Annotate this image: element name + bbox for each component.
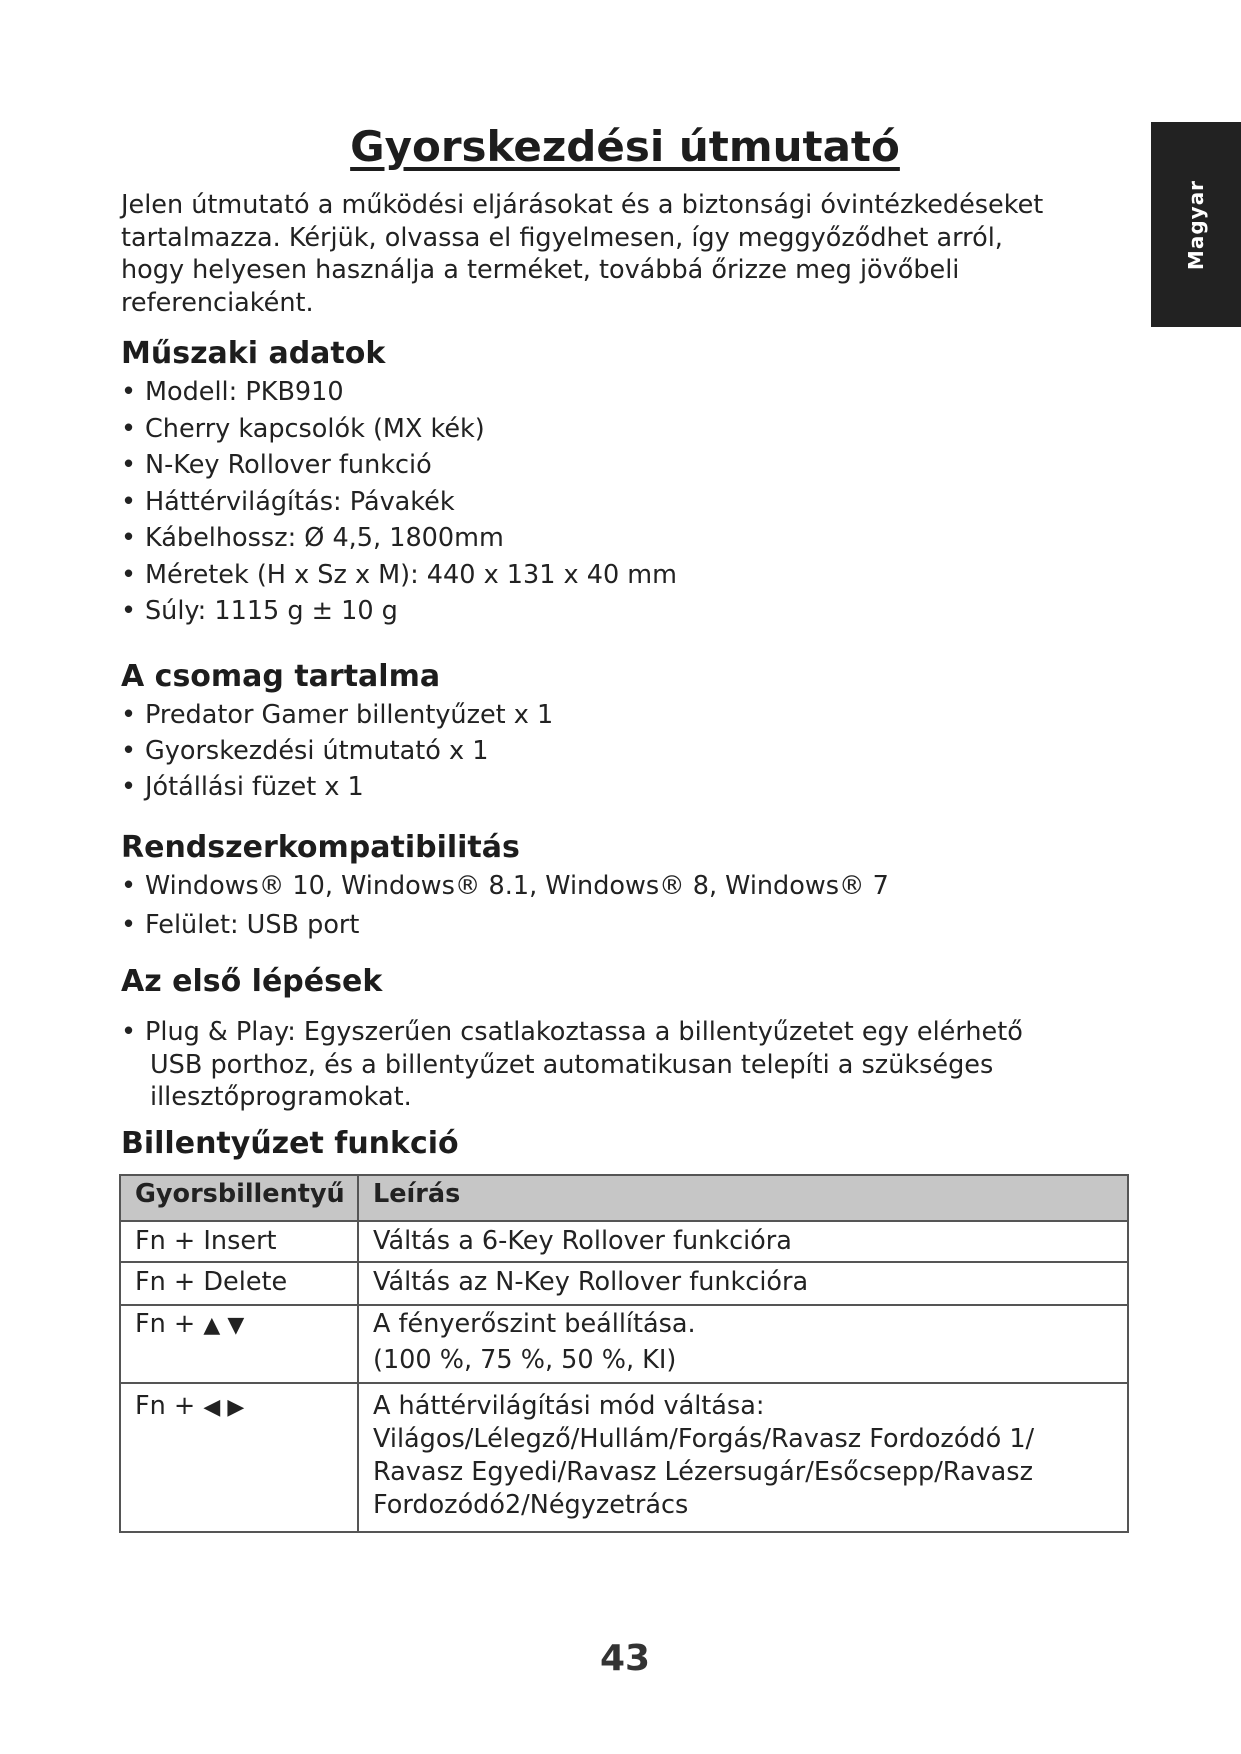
list-item: • Cherry kapcsolók (MX kék) [121, 413, 485, 444]
table-header-row [120, 1175, 1128, 1221]
table-row [120, 1221, 1128, 1262]
intro-line: tartalmazza. Kérjük, olvassa el figyelmesen, így meggyőződhet arról, [121, 222, 1003, 253]
list-item: • Gyorskezdési útmutató x 1 [121, 736, 489, 766]
first-steps-item: • Plug & Play: Egyszerűen csatlakoztassa a billentyűzetet egy elérhető USB porthoz, és a billentyűzet automatikusan telepíti a szükséges illesztőprogramokat. [121, 1016, 1121, 1114]
description-cell: Váltás az N-Key Rollover funkcióra [358, 1262, 1128, 1305]
page-number: 43 [599, 1638, 651, 1679]
compat-list [121, 867, 889, 945]
specs-list [121, 374, 677, 630]
hotkey-column-header: Gyorsbillentyű [120, 1175, 358, 1221]
page-title: Gyorskezdési útmutató [350, 122, 900, 171]
specs-heading: Műszaki adatok [121, 336, 386, 371]
hotkey-cell: Fn + ▲ ▼ [120, 1305, 358, 1383]
step-line: illesztőprogramokat. [150, 1082, 412, 1112]
list-item: • Jótállási füzet x 1 [121, 772, 364, 802]
description-column-header: Leírás [358, 1175, 1128, 1221]
left-right-arrow-icon: ◀ ▶ [203, 1395, 245, 1420]
keyboard-heading: Billentyűzet funkció [121, 1126, 459, 1161]
package-list [121, 697, 553, 805]
list-item: • Méretek (H x Sz x M): 440 x 131 x 40 mm [121, 559, 677, 590]
package-heading: A csomag tartalma [121, 659, 441, 694]
list-item: • Windows® 10, Windows® 8.1, Windows® 8, Windows® 7 [121, 871, 889, 901]
description-cell: A fényerőszint beállítása. (100 %, 75 %, 50 %, KI) [358, 1305, 1128, 1383]
language-label: Magyar [1184, 179, 1208, 270]
list-item: • Predator Gamer billentyűzet x 1 [121, 700, 554, 730]
list-item: • Súly: 1115 g ± 10 g [121, 596, 398, 626]
hotkey-table [119, 1174, 1129, 1533]
intro-line: Jelen útmutató a működési eljárásokat és a biztonsági óvintézkedéseket [121, 190, 1044, 220]
step-line: Plug & Play: Egyszerűen csatlakoztassa a billentyűzetet egy elérhető [145, 1017, 1023, 1047]
compat-heading: Rendszerkompatibilitás [121, 830, 520, 865]
hotkey-cell: Fn + Insert [120, 1221, 358, 1262]
intro-paragraph [121, 189, 1121, 319]
hotkey-cell: Fn + ◀ ▶ [120, 1383, 358, 1532]
first-steps-heading: Az első lépések [121, 964, 383, 999]
table-row [120, 1305, 1128, 1383]
hotkey-cell: Fn + Delete [120, 1262, 358, 1305]
table-row [120, 1383, 1128, 1532]
intro-line: referenciaként. [121, 287, 314, 318]
up-down-arrow-icon: ▲ ▼ [203, 1313, 245, 1338]
list-item: • Felület: USB port [121, 910, 360, 940]
list-item: • N-Key Rollover funkció [121, 450, 432, 480]
description-cell: Váltás a 6-Key Rollover funkcióra [358, 1221, 1128, 1262]
description-cell: A háttérvilágítási mód váltása: Világos/Lélegző/Hullám/Forgás/Ravasz Fordozódó 1/ Ravasz Egyedi/Ravasz Lézersugár/Esőcsepp/Ravasz Fordozódó2/Négyzetrács [358, 1383, 1128, 1532]
intro-line: hogy helyesen használja a terméket, továbbá őrizze meg jövőbeli [121, 255, 960, 285]
list-item: • Kábelhossz: Ø 4,5, 1800mm [121, 523, 504, 553]
step-line: USB porthoz, és a billentyűzet automatikusan telepíti a szükséges [150, 1049, 994, 1080]
list-item: • Modell: PKB910 [121, 377, 344, 407]
table-row [120, 1262, 1128, 1305]
list-item: • Háttérvilágítás: Pávakék [121, 486, 455, 517]
